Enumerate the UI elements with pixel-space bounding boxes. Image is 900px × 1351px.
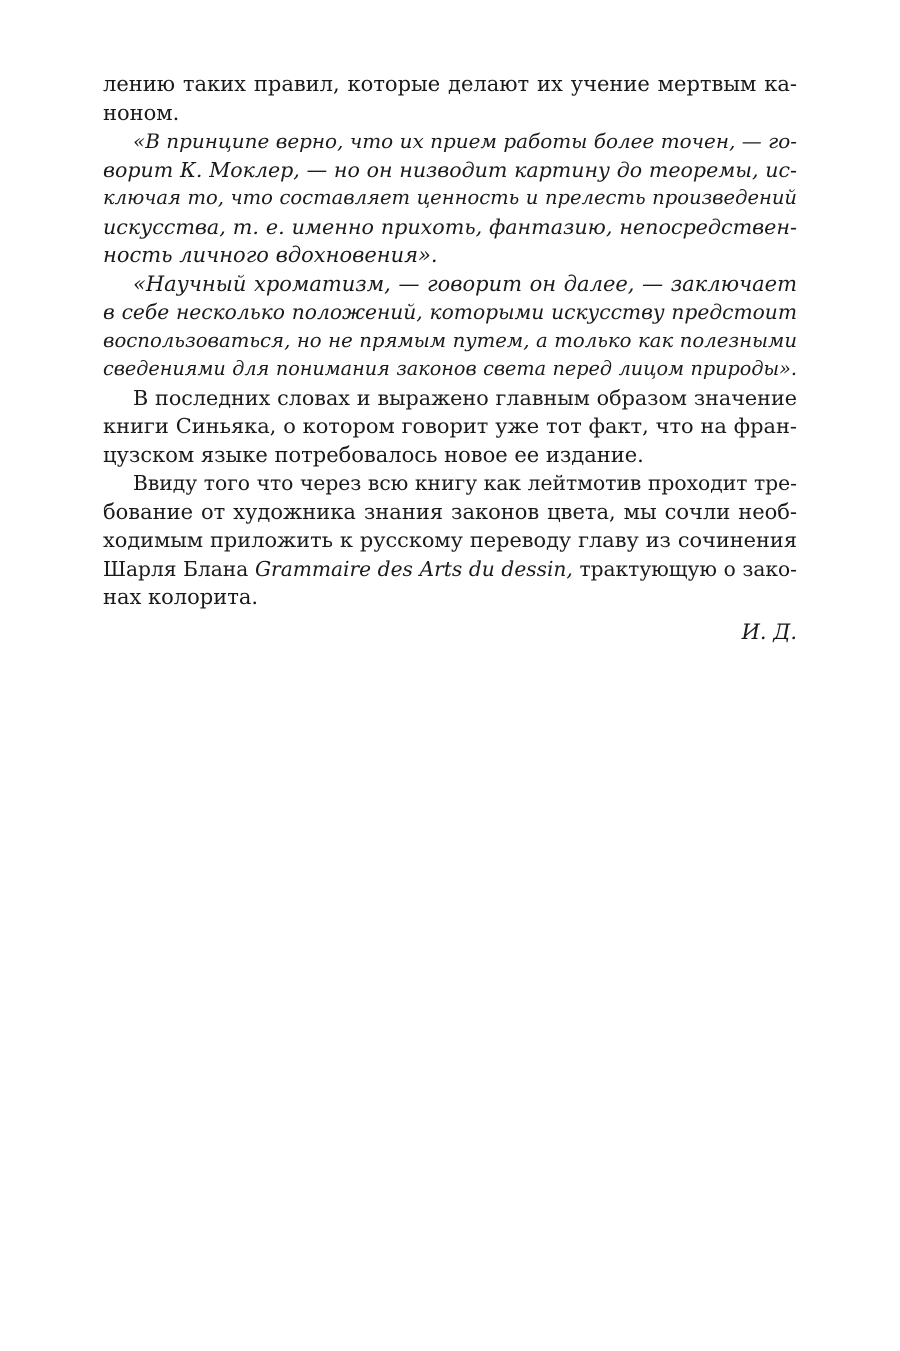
text-line: ходимым приложить к русскому переводу главу из сочинения	[103, 528, 797, 552]
text-line: сведениями для понимания законов света перед лицом природы».	[103, 357, 797, 380]
text-line: ность личного вдохновения».	[103, 243, 438, 267]
paragraph-4	[103, 384, 797, 470]
text-line: книги Синьяка, о котором говорит уже тот факт, что на фран-	[103, 414, 797, 438]
text-run: Шарля Блана	[103, 556, 255, 581]
text-line: В последних словах и выражено главным образом значение	[133, 385, 797, 410]
text-run: трактующую о зако-	[572, 556, 797, 581]
text-line: «Научный хроматизм, — говорит он далее, — заключает	[133, 271, 797, 296]
book-title: Grammaire des Arts du dessin,	[254, 556, 573, 581]
text-line: в себе несколько положений, которыми искусству предстоит	[103, 300, 797, 324]
text-line: ноном.	[103, 100, 180, 125]
paragraph-1	[103, 70, 797, 127]
text-line: ключая то, что составляет ценность и прелесть произведений	[103, 186, 797, 209]
text-line: воспользоваться, но не прямым путем, а только как полезными	[103, 328, 797, 352]
text-line: бование от художника знания законов цвета, мы сочли необ-	[103, 499, 797, 524]
text-line: ворит К. Моклер, — но он низводит картину до теоремы, ис-	[103, 157, 797, 182]
text-line: нах колорита.	[103, 585, 259, 609]
text-line-mixed	[103, 555, 797, 584]
text-line: Ввиду того что через всю книгу как лейтмотив проходит тре-	[133, 471, 797, 495]
text-line: искусства, т. е. именно прихоть, фантазию, непосредствен-	[103, 214, 797, 239]
paragraph-5	[103, 469, 797, 612]
signature: И. Д.	[741, 619, 797, 644]
paragraph-3-quote	[103, 270, 797, 384]
paragraph-2-quote	[103, 127, 797, 270]
text-line: «В принципе верно, что их прием работы более точен, — го-	[133, 129, 797, 153]
text-line: лению таких правил, которые делают их учение мертвым ка-	[103, 72, 797, 96]
text-line: цузском языке потребовалось новое ее издание.	[103, 442, 644, 467]
page-text	[103, 70, 797, 646]
